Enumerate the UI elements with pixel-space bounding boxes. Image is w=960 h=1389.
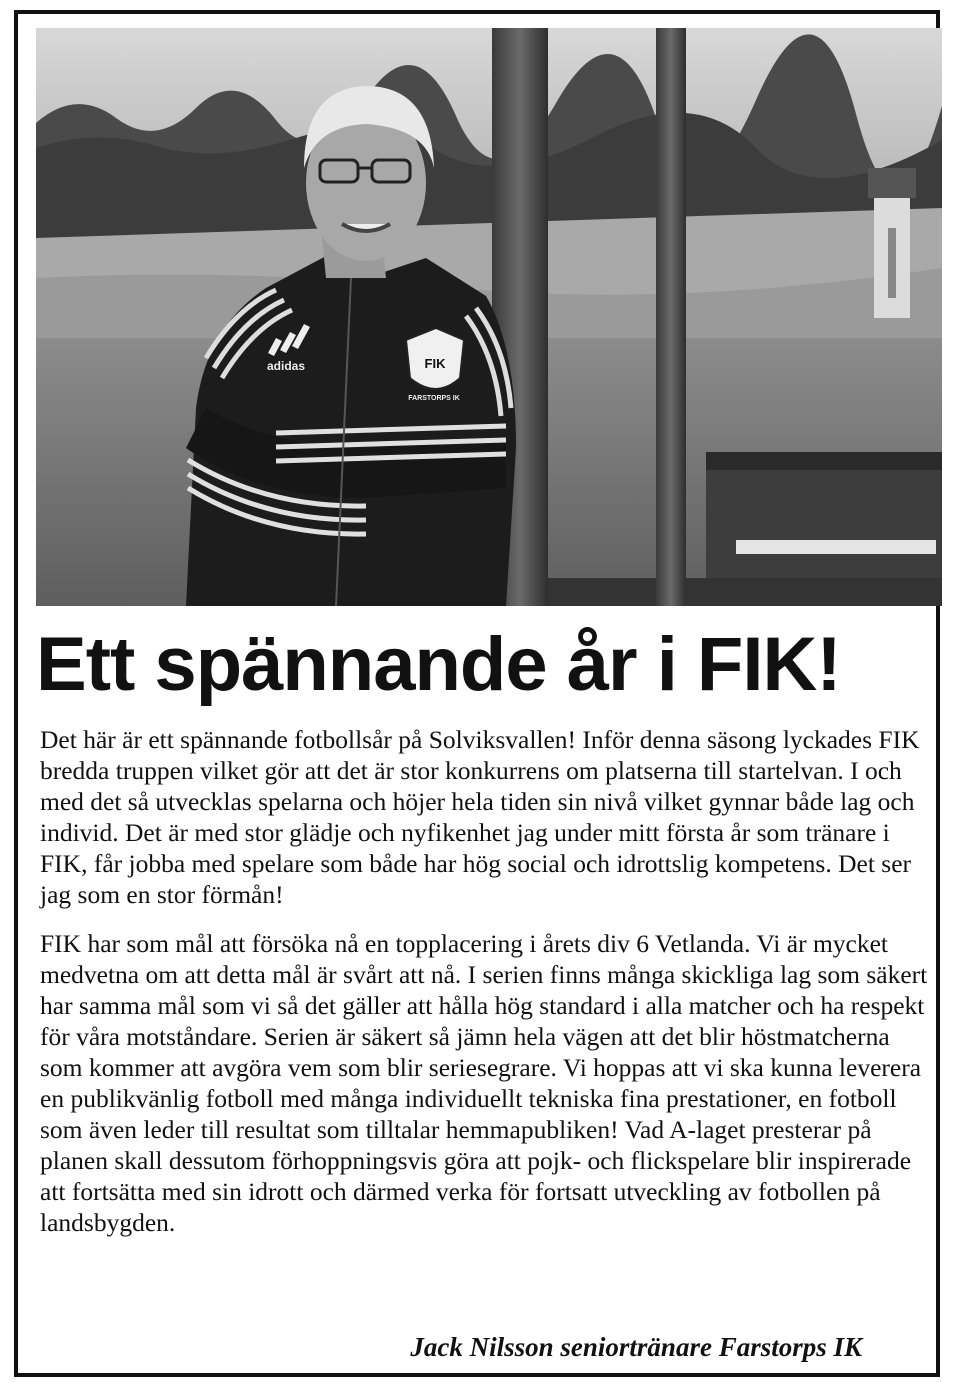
coach-photo <box>36 28 942 606</box>
article-body <box>40 724 930 1256</box>
article-paragraph: Det här är ett spännande fotbollsår på Solviksvallen! Inför denna säsong lyckades FIK bredda truppen vilket gör att det är stor konkurrens om platserna till startelvan. I och med det så utvecklas spelarna och höjer hela tiden sin nivå vilket gynnar både lag och individ. Det är med stor glädje och nyfikenhet jag under mitt första år som tränare i FIK, får jobba med spelare som både har hög social och idrottslig kompetens. Det ser jag som en stor förmån! <box>40 725 920 909</box>
article-signature: Jack Nilsson seniortränare Farstorps IK <box>410 1332 862 1362</box>
article-paragraph: FIK har som mål att försöka nå en topplacering i årets div 6 Vetlanda. Vi är mycket medvetna om att detta mål är svårt att nå. I serien finns många skickliga lag som säkert har samma mål som vi så det gäller att hålla hög standard i alla matcher och ha respekt för våra motståndare. Serien är säkert så jämn hela vägen att det blir höstmatcherna som kommer att avgöra vem som blir seriesegrare. Vi hoppas att vi ska kunna leverera en publikvänlig fotboll med många individuellt tekniska fina prestationer, en fotboll som även leder till resultat som tilltalar hemmapubliken! Vad A-laget presterar på planen skall dessutom förhoppningsvis göra att pojk- och flickspelare blir inspirerade att fortsätta med sin idrott och därmed verka för fortsatt utveckling av fotbollen på landsbygden. <box>40 929 928 1237</box>
svg-text:FARSTORPS IK: FARSTORPS IK <box>408 395 460 402</box>
svg-text:adidas: adidas <box>266 359 306 373</box>
article-headline: Ett spännande år i FIK! <box>36 622 841 707</box>
article-frame <box>14 10 940 1377</box>
svg-text:FIK: FIK <box>424 356 446 371</box>
